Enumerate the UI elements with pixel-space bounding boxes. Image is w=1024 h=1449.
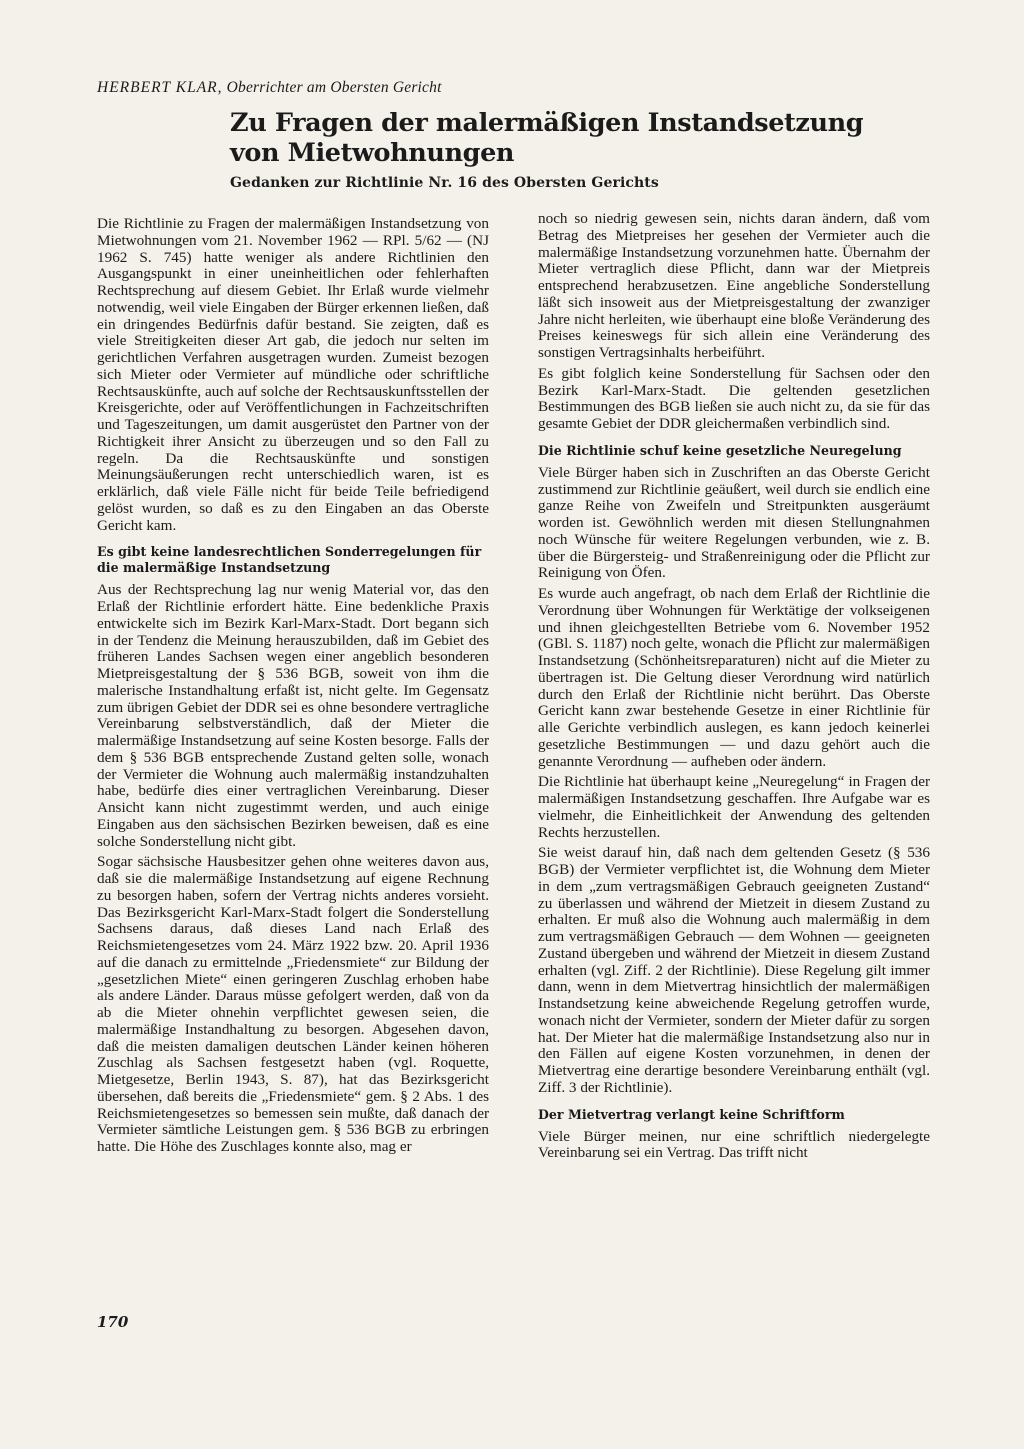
section-heading: Die Richtlinie schuf keine gesetzliche Neuregelung xyxy=(538,442,902,458)
paragraph: Die Richtlinie zu Fragen der malermäßigen Instandsetzung von Mietwohnungen vom 21. November 1962 — RPl. 5/62 — (NJ 1962 S. 745) hatte weniger als andere Richtlinien den Ausgangspunkt in einer uneinheitlichen oder fehlerhaften Rechtsprechung auf diesem Gebiet. Ihr Erlaß wurde vielmehr notwendig, weil viele Eingaben der Bürger erkennen ließen, daß ein dringendes Bedürfnis dafür bestand. Sie zeigten, daß es viele Streitigkeiten dieser Art gab, die jedoch nur selten im gerichtlichen Verfahren ausgetragen wurden. Zumeist bezogen sich Mieter oder Vermieter auf mündliche oder schriftliche Rechtsauskünfte, auch auf solche der Rechtsauskunftsstellen der Kreisgerichte, oder auf Veröffentlichungen in Fachzeitschriften und Tageszeitungen, um damit ausgerüstet den Partner von der Richtigkeit ihrer Ansicht zu überzeugen und so den Fall zu regeln. Da die Rechtsauskünfte und sonstigen Meinungsäußerungen recht unterschiedlich waren, ist es erklärlich, daß viele Fälle nicht für beide Teile befriedigend gelöst wurden, so daß es zu den Eingaben an das Oberste Gericht kam. xyxy=(97,215,489,534)
page-number: 170 xyxy=(97,1313,129,1331)
paragraph: Viele Bürger meinen, nur eine schriftlich niedergelegte Vereinbarung sei ein Vertrag. Das trifft nicht xyxy=(538,1127,930,1162)
article-title xyxy=(230,108,863,168)
left-column xyxy=(97,216,489,1160)
author-name: HERBERT KLAR, xyxy=(97,79,223,96)
paragraph: Sie weist darauf hin, daß nach dem geltenden Gesetz (§ 536 BGB) der Vermieter verpflichtet ist, die Wohnung dem Mieter in dem „zum vertragsmäßigen Gebrauch geeigneten Zustand“ zu überlassen und während der Mietzeit in diesem Zustand zu erhalten. Er muß also die Wohnung auch malermäßig in dem zum vertragsmäßigen Gebrauch — dem Wohnen — geeigneten Zustand übergeben und während der Mietzeit in diesem Zustand erhalten (vgl. Ziff. 2 der Richtlinie). Diese Regelung gilt immer dann, wenn in dem Mietvertrag hinsichtlich der malermäßigen Instandsetzung keine abweichende Regelung getroffen wurde, wonach nicht der Vermieter, sondern der Mieter dafür zu sorgen hat. Der Mieter hat die malermäßige Instandsetzung also nur in den Fällen auf eigene Kosten vorzunehmen, in denen der Mietvertrag eine derartige besondere Vereinbarung enthält (vgl. Ziff. 3 der Richtlinie). xyxy=(538,844,930,1096)
article-subtitle: Gedanken zur Richtlinie Nr. 16 des Obersten Gerichts xyxy=(230,175,659,191)
right-column xyxy=(538,211,930,1166)
article-title-line2: von Mietwohnungen xyxy=(230,138,515,168)
author-byline xyxy=(97,79,442,97)
paragraph: Aus der Rechtsprechung lag nur wenig Material vor, das den Erlaß der Richtlinie erfordert hätte. Eine bedenkliche Praxis entwickelte sich im Bezirk Karl-Marx-Stadt. Dort begann sich in der Tendenz die Meinung herauszubilden, daß im Gebiet des früheren Landes Sachsen wegen einer angeblich besonderen Mietpreisgestaltung der § 536 BGB, soweit von ihm die malerische Instandhaltung erfaßt ist, nicht gelte. Im Gegensatz zum übrigen Gebiet der DDR sei es ohne besondere vertragliche Vereinbarung selbstverständlich, daß der Mieter die malermäßige Instandsetzung auf seine Kosten besorge. Falls der dem § 536 BGB entsprechende Zustand gelten solle, wonach der Vermieter die Wohnung auch malermäßig instandzuhalten habe, bedürfe dies einer vertraglichen Vereinbarung. Dieser Ansicht kann nicht zugestimmt werden, und auch einige Eingaben aus den sächsischen Bezirken beweisen, daß es eine solche Sonderstellung nicht gibt. xyxy=(97,581,489,850)
paragraph: Es gibt folglich keine Sonderstellung für Sachsen oder den Bezirk Karl-Marx-Stadt. Die geltenden gesetzlichen Bestimmungen des BGB ließen sie auch nicht zu, da sie für das gesamte Gebiet der DDR gleichermaßen verbindlich sind. xyxy=(538,364,930,432)
paragraph: noch so niedrig gewesen sein, nichts daran ändern, daß vom Betrag des Mietpreises her gesehen der Vermieter auch die malermäßige Instandsetzung vorzunehmen hatte. Übernahm der Mieter vertraglich diese Pflicht, dann war der Mietpreis entsprechend herabzusetzen. Eine angebliche Sonderstellung läßt sich insoweit aus der Mietpreisgestaltung der zwanziger Jahre nicht herleiten, wie überhaupt eine bloße Veränderung des Preises keineswegs für sich allein eine Veränderung des sonstigen Vertragsinhalts herbeiführt. xyxy=(538,210,930,361)
author-role: Oberrichter am Obersten Gericht xyxy=(226,79,442,96)
paragraph: Viele Bürger haben sich in Zuschriften an das Oberste Gericht zustimmend zur Richtlinie geäußert, weil durch sie endlich eine ganze Reihe von Zweifeln und Streitpunkten ausgeräumt worden ist. Gewöhnlich werden mit diesen Stellungnahmen noch Wünsche für weitere Regelungen verbunden, wie z. B. über die Bürgersteig- und Straßenreinigung oder die Pflicht zur Reinigung von Öfen. xyxy=(538,463,930,582)
section-heading: Es gibt keine landesrechtlichen Sonderregelungen für die malermäßige Instandsetzung xyxy=(97,544,482,576)
paragraph: Sogar sächsische Hausbesitzer gehen ohne weiteres davon aus, daß sie die malermäßige Instandsetzung auf eigene Rechnung zu besorgen haben, sofern der Vertrag nichts anderes vorsieht. Das Bezirksgericht Karl-Marx-Stadt folgert die Sonderstellung Sachsens daraus, daß dieses Land nach Erlaß des Reichsmietengesetzes vom 24. März 1922 bzw. 20. April 1936 auf die danach zu ermittelnde „Friedensmiete“ zur Bildung der „gesetzlichen Miete“ einen geringeren Zuschlag erhoben habe als andere Länder. Daraus müsse gefolgert werden, daß von da ab die Mieter ohnehin verpflichtet gewesen seien, die malermäßige Instandhaltung zu besorgen. Abgesehen davon, daß die meisten damaligen deutschen Länder keinen höheren Zuschlag als Sachsen festgesetzt haben (vgl. Roquette, Mietgesetze, Berlin 1943, S. 87), hat das Bezirksgericht übersehen, daß bereits die „Friedensmiete“ gem. § 2 Abs. 1 des Reichsmietengesetzes so bemessen sein mußte, daß danach der Vermieter sämtliche Leistungen gem. § 536 BGB zu erbringen hatte. Die Höhe des Zuschlages konnte also, mag er xyxy=(97,853,489,1155)
paragraph: Die Richtlinie hat überhaupt keine „Neuregelung“ in Fragen der malermäßigen Instandsetzung geschaffen. Ihre Aufgabe war es vielmehr, die Einheitlichkeit der Anwendung des geltenden Rechts herzustellen. xyxy=(538,773,930,841)
article-title-line1: Zu Fragen der malermäßigen Instandsetzung xyxy=(230,108,864,138)
paragraph: Es wurde auch angefragt, ob nach dem Erlaß der Richtlinie die Verordnung über Wohnungen für Werktätige der volkseigenen und ihnen gleichgestellten Betriebe vom 6. November 1952 (GBl. S. 1187) noch gelte, wonach die Pflicht zur malermäßigen Instandsetzung (Schönheitsreparaturen) nicht auf die Mieter zu übertragen ist. Die Geltung dieser Verordnung wird natürlich durch den Erlaß der Richtlinie nicht berührt. Das Oberste Gericht kann zwar bestehende Gesetze in einer Richtlinie für alle Gerichte verbindlich auslegen, es kann jedoch keinerlei gesetzliche Bestimmungen — und dazu gehört auch die genannte Verordnung — aufheben oder ändern. xyxy=(538,585,930,770)
section-heading: Der Mietvertrag verlangt keine Schriftform xyxy=(538,1106,845,1122)
